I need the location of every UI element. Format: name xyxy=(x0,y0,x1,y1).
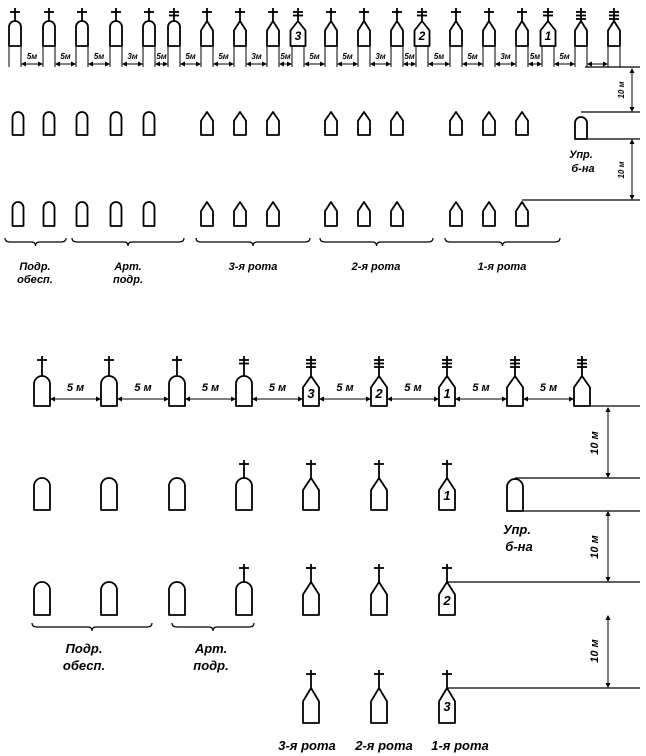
group-brace xyxy=(32,623,152,631)
spacing-arrow xyxy=(155,62,168,67)
commander-label: Упр. xyxy=(569,149,593,161)
vertical-spacing-arrow xyxy=(606,511,611,582)
vertical-spacing-arrow xyxy=(630,139,635,200)
vehicle-symbol xyxy=(110,21,122,46)
vehicle-symbol xyxy=(169,376,185,406)
command-flag-icon xyxy=(374,356,384,376)
vertical-spacing-arrow xyxy=(606,407,611,478)
vehicle-symbol xyxy=(169,582,185,615)
vehicle-symbol xyxy=(325,112,337,135)
spacing-label: 5м xyxy=(467,52,478,61)
vehicle-symbol xyxy=(101,478,117,510)
command-flag-icon xyxy=(577,356,587,376)
company-number: 3 xyxy=(294,29,302,43)
command-flag-icon xyxy=(44,8,54,21)
vehicle-symbol xyxy=(450,112,462,135)
vehicle-symbol xyxy=(236,582,252,615)
vehicle-symbol xyxy=(358,21,370,46)
vehicle-symbol xyxy=(168,21,180,46)
vertical-spacing-label: 10 м xyxy=(617,81,626,99)
vertical-spacing-label: 10 м xyxy=(589,639,601,663)
vertical-spacing-label: 10 м xyxy=(589,535,601,559)
vehicle-symbol xyxy=(358,202,370,226)
spacing-arrow xyxy=(180,62,201,67)
vehicle-symbol xyxy=(507,376,523,406)
command-flag-icon xyxy=(326,8,336,21)
vehicle-symbol xyxy=(267,202,279,226)
group-brace xyxy=(196,238,310,246)
spacing-label: 3м xyxy=(375,52,386,61)
spacing-arrow xyxy=(304,62,325,67)
spacing-arrow xyxy=(455,397,507,402)
vertical-spacing-arrow xyxy=(606,615,611,688)
vehicle-symbol xyxy=(77,112,88,135)
spacing-label: 3м xyxy=(500,52,511,61)
group-label: обесп. xyxy=(17,274,53,286)
command-flag-icon xyxy=(306,356,316,376)
group-label: Арт. xyxy=(194,641,228,656)
spacing-arrow xyxy=(370,62,391,67)
spacing-label: 3м xyxy=(127,52,138,61)
vehicle-symbol xyxy=(9,21,21,46)
command-flag-icon xyxy=(10,8,20,21)
command-flag-icon xyxy=(484,8,494,21)
group-brace xyxy=(5,238,66,246)
spacing-label: 5м xyxy=(26,52,38,61)
vehicle-symbol xyxy=(371,582,387,615)
company-number: 2 xyxy=(375,386,383,401)
vehicle-symbol xyxy=(111,202,122,226)
spacing-arrow xyxy=(21,62,43,67)
vehicle-symbol xyxy=(516,21,528,46)
vehicle-symbol xyxy=(77,202,88,226)
vehicle-symbol xyxy=(13,202,24,226)
group-label: подр. xyxy=(193,658,229,673)
spacing-arrow xyxy=(246,62,267,67)
spacing-arrow xyxy=(403,62,416,67)
group-label: обесп. xyxy=(62,658,106,673)
spacing-label: 5м xyxy=(559,52,570,61)
vehicle-symbol xyxy=(169,478,185,510)
command-flag-icon xyxy=(374,460,384,478)
command-flag-icon xyxy=(442,564,452,582)
company-label: 1-я рота xyxy=(431,738,489,753)
spacing-label: 5 м xyxy=(539,382,558,394)
spacing-arrow xyxy=(554,62,575,67)
spacing-label: 5 м xyxy=(201,382,220,394)
vehicle-symbol xyxy=(391,21,403,46)
vehicle-symbol xyxy=(44,112,55,135)
vehicle-symbol xyxy=(201,202,213,226)
command-flag-icon xyxy=(268,8,278,21)
column-number: 3 xyxy=(443,699,451,714)
commander-vehicle-symbol xyxy=(575,117,587,139)
command-flag-icon xyxy=(374,564,384,582)
vehicle-symbol xyxy=(101,376,117,406)
command-flag-icon xyxy=(392,8,402,21)
vehicle-symbol xyxy=(143,21,155,46)
vehicle-symbol xyxy=(574,376,590,406)
spacing-label: 5м xyxy=(156,52,167,61)
command-flag-icon xyxy=(202,8,212,21)
commander-label: Упр. xyxy=(503,522,531,537)
spacing-label: 5м xyxy=(309,52,320,61)
spacing-label: 5м xyxy=(342,52,353,61)
command-flag-icon xyxy=(306,460,316,478)
vehicle-symbol xyxy=(325,202,337,226)
column-number: 1 xyxy=(443,488,451,503)
group-brace xyxy=(172,623,254,631)
group-label: Арт. xyxy=(114,261,142,273)
commander-label-line2: б-на xyxy=(505,539,533,554)
company-number: 1 xyxy=(443,386,451,401)
vehicle-symbol xyxy=(201,21,213,46)
vehicle-symbol xyxy=(144,112,155,135)
spacing-label: 5м xyxy=(529,52,541,61)
spacing-arrow xyxy=(319,397,371,402)
vehicle-symbol xyxy=(303,478,319,510)
spacing-label: 5 м xyxy=(268,382,287,394)
group-brace xyxy=(72,238,184,246)
group-label: 1-я рота xyxy=(477,261,527,273)
vehicle-symbol xyxy=(234,21,246,46)
command-flag-icon xyxy=(306,670,316,688)
spacing-arrow xyxy=(495,62,516,67)
spacing-arrow xyxy=(387,397,439,402)
vehicle-symbol xyxy=(236,376,252,406)
vehicle-symbol xyxy=(516,202,528,226)
vehicle-symbol xyxy=(34,478,50,510)
spacing-label: 5м xyxy=(280,52,291,61)
vehicle-symbol xyxy=(44,202,55,226)
spacing-arrow xyxy=(55,62,76,67)
vehicle-symbol xyxy=(234,112,246,135)
column-number: 2 xyxy=(443,593,451,608)
spacing-arrow xyxy=(462,62,483,67)
vehicle-symbol xyxy=(13,112,24,135)
command-flag-icon xyxy=(609,8,619,21)
spacing-arrow xyxy=(117,397,169,402)
command-flag-icon xyxy=(239,564,249,582)
group-label: 3-я рота xyxy=(228,261,278,273)
company-number: 2 xyxy=(418,29,426,43)
vehicle-symbol xyxy=(450,202,462,226)
vehicle-symbol xyxy=(234,202,246,226)
spacing-arrow xyxy=(88,62,110,67)
command-flag-icon xyxy=(417,8,427,21)
spacing-label: 5м xyxy=(404,52,415,61)
vehicle-symbol xyxy=(371,688,387,723)
vehicle-symbol xyxy=(575,21,587,46)
command-flag-icon xyxy=(169,8,179,21)
command-flag-icon xyxy=(442,460,452,478)
command-flag-icon xyxy=(359,8,369,21)
vehicle-symbol xyxy=(144,202,155,226)
vehicle-symbol xyxy=(450,21,462,46)
vehicle-symbol xyxy=(201,112,213,135)
commander-vehicle-symbol xyxy=(507,479,523,511)
top-formation-panel xyxy=(5,8,640,286)
spacing-label: 5 м xyxy=(66,382,85,394)
vehicle-symbol xyxy=(236,478,252,510)
command-flag-icon xyxy=(543,8,553,21)
vehicle-symbol xyxy=(267,112,279,135)
spacing-label: 5 м xyxy=(472,382,490,394)
company-number: 1 xyxy=(544,29,552,43)
vehicle-symbol xyxy=(391,202,403,226)
group-brace xyxy=(445,238,560,246)
vehicle-symbol xyxy=(483,112,495,135)
spacing-label: 5 м xyxy=(336,382,354,394)
spacing-arrow xyxy=(337,62,358,67)
vehicle-symbol xyxy=(267,21,279,46)
bottom-formation-panel xyxy=(32,356,640,753)
vertical-spacing-label: 10 м xyxy=(617,161,626,179)
vehicle-symbol xyxy=(483,21,495,46)
command-flag-icon xyxy=(306,564,316,582)
vehicle-symbol xyxy=(101,582,117,615)
vehicle-symbol xyxy=(303,582,319,615)
command-flag-icon xyxy=(451,8,461,21)
spacing-label: 5 м xyxy=(134,382,152,394)
command-flag-icon xyxy=(517,8,527,21)
command-flag-icon xyxy=(293,8,303,21)
command-flag-icon xyxy=(239,460,249,478)
group-label: подр. xyxy=(112,274,144,286)
spacing-arrow xyxy=(50,397,101,402)
vehicle-symbol xyxy=(608,21,620,46)
spacing-label: 5 м xyxy=(404,382,422,394)
vehicle-symbol xyxy=(371,478,387,510)
command-flag-icon xyxy=(172,356,182,376)
spacing-arrow xyxy=(587,62,608,67)
spacing-arrow xyxy=(122,62,143,67)
vehicle-symbol xyxy=(34,582,50,615)
command-flag-icon xyxy=(104,356,114,376)
company-number: 3 xyxy=(307,386,315,401)
group-brace xyxy=(320,238,433,246)
vehicle-symbol xyxy=(303,688,319,723)
command-flag-icon xyxy=(144,8,154,21)
command-flag-icon xyxy=(442,356,452,376)
vehicle-symbol xyxy=(325,21,337,46)
vehicle-symbol xyxy=(483,202,495,226)
vehicle-symbol xyxy=(43,21,55,46)
spacing-label: 3м xyxy=(251,52,262,61)
command-flag-icon xyxy=(111,8,121,21)
command-flag-icon xyxy=(442,670,452,688)
commander-label-line2: б-на xyxy=(571,163,595,175)
spacing-label: 5м xyxy=(185,52,196,61)
company-label: 2-я рота xyxy=(355,738,413,753)
spacing-label: 5м xyxy=(60,52,71,61)
vehicle-symbol xyxy=(391,112,403,135)
spacing-arrow xyxy=(428,62,450,67)
company-label: 3-я рота xyxy=(278,738,336,753)
spacing-arrow xyxy=(252,397,303,402)
vehicle-symbol xyxy=(111,112,122,135)
vehicle-symbol xyxy=(358,112,370,135)
vehicle-symbol xyxy=(516,112,528,135)
spacing-arrow xyxy=(523,397,574,402)
vertical-spacing-label: 10 м xyxy=(589,431,601,455)
command-flag-icon xyxy=(235,8,245,21)
spacing-label: 5м xyxy=(218,52,229,61)
group-label: Подр. xyxy=(65,641,103,656)
command-flag-icon xyxy=(374,670,384,688)
vertical-spacing-arrow xyxy=(630,68,635,112)
command-flag-icon xyxy=(77,8,87,21)
spacing-arrow xyxy=(528,62,542,67)
spacing-label: 5м xyxy=(433,52,445,61)
command-flag-icon xyxy=(510,356,520,376)
group-label: 2-я рота xyxy=(351,261,401,273)
command-flag-icon xyxy=(239,356,249,376)
spacing-arrow xyxy=(279,62,292,67)
group-label: Подр. xyxy=(19,261,51,273)
spacing-label: 5м xyxy=(93,52,105,61)
vehicle-symbol xyxy=(76,21,88,46)
spacing-arrow xyxy=(185,397,236,402)
vehicle-symbol xyxy=(34,376,50,406)
spacing-arrow xyxy=(213,62,234,67)
command-flag-icon xyxy=(37,356,47,376)
command-flag-icon xyxy=(576,8,586,21)
